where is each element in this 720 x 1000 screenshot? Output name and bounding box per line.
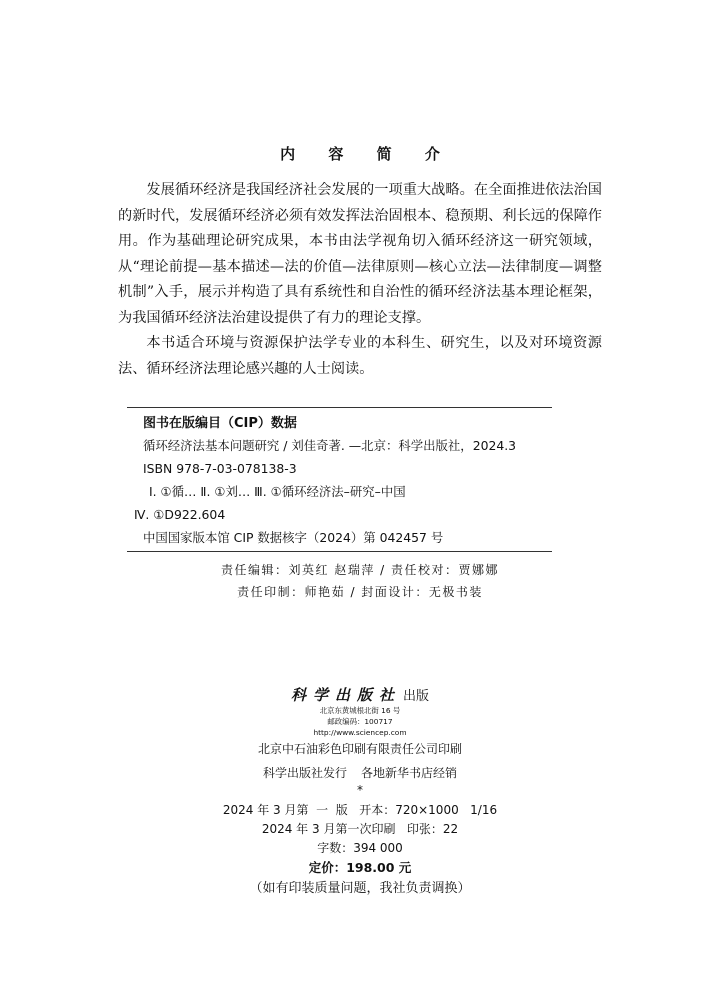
- cip-data-block: [127, 407, 552, 552]
- summary-text: [118, 178, 602, 382]
- publisher-suffix: 出版: [403, 689, 430, 704]
- publisher-logo-mark: 科学出版社: [290, 686, 401, 704]
- summary-paragraph-1: 发展循环经济是我国经济社会发展的一项重大战略。在全面推进依法治国的新时代，发展循环经济必须有效发挥法治固根本、稳预期、利长远的保障作用。作为基础理论研究成果，本书由法学视角切入循环经济这一研究领域，从“理论前提—基本描述—法的价值—法律原则—核心立法—法律制度—调整机制”入手，展示并构造了具有系统性和自治性的循环经济法基本理论框架，为我国循环经济法治建设提供了有力的理论支撑。: [118, 182, 602, 326]
- separator-star: *: [357, 783, 363, 797]
- word-count: 字数：394 000: [317, 841, 403, 855]
- cip-title: 图书在版编目（CIP）数据: [143, 416, 297, 431]
- cip-isbn: ISBN 978-7-03-078138-3: [143, 461, 297, 476]
- publisher-postcode: 邮政编码：100717: [327, 717, 393, 726]
- distribution-stores: 各地新华书店经销: [361, 766, 458, 780]
- cip-classification-2: Ⅳ. ①D922.604: [134, 507, 226, 522]
- distribution-publisher: 科学出版社发行: [262, 766, 347, 780]
- publisher-address: 北京东黄城根北街 16 号: [319, 706, 401, 715]
- printer-line: 北京中石油彩色印刷有限责任公司印刷: [257, 742, 462, 756]
- cip-book-line: 循环经济法基本问题研究 / 刘佳奇著. —北京：科学出版社，2024.3: [143, 438, 517, 453]
- summary-paragraph-2: 本书适合环境与资源保护法学专业的本科生、研究生，以及对环境资源法、循环经济法理论感兴趣的人士阅读。: [118, 335, 602, 377]
- distribution-line: [0, 764, 720, 781]
- publisher-line: [0, 684, 720, 705]
- credits-line-2: 责任印制：师艳茹 / 封面设计：无极书装: [237, 585, 483, 599]
- printing-line: 2024 年 3 月第一次印刷 印张：22: [261, 822, 459, 836]
- edition-line: 2024 年 3 月第 一 版 开本：720×1000 1/16: [222, 803, 498, 817]
- cip-classification-1: Ⅰ. ①循… Ⅱ. ①刘… Ⅲ. ①循环经济法–研究–中国: [149, 484, 406, 499]
- summary-heading: 内 容 简 介: [280, 145, 454, 163]
- publisher-url[interactable]: http://www.sciencep.com: [313, 728, 407, 737]
- cip-number: 中国国家版本馆 CIP 数据核字（2024）第 042457 号: [143, 530, 444, 545]
- price: 定价：198.00 元: [308, 860, 412, 875]
- credits-line-1: 责任编辑：刘英红 赵瑞萍 / 责任校对：贾娜娜: [221, 563, 499, 577]
- return-note: （如有印装质量问题，我社负责调换）: [249, 881, 471, 896]
